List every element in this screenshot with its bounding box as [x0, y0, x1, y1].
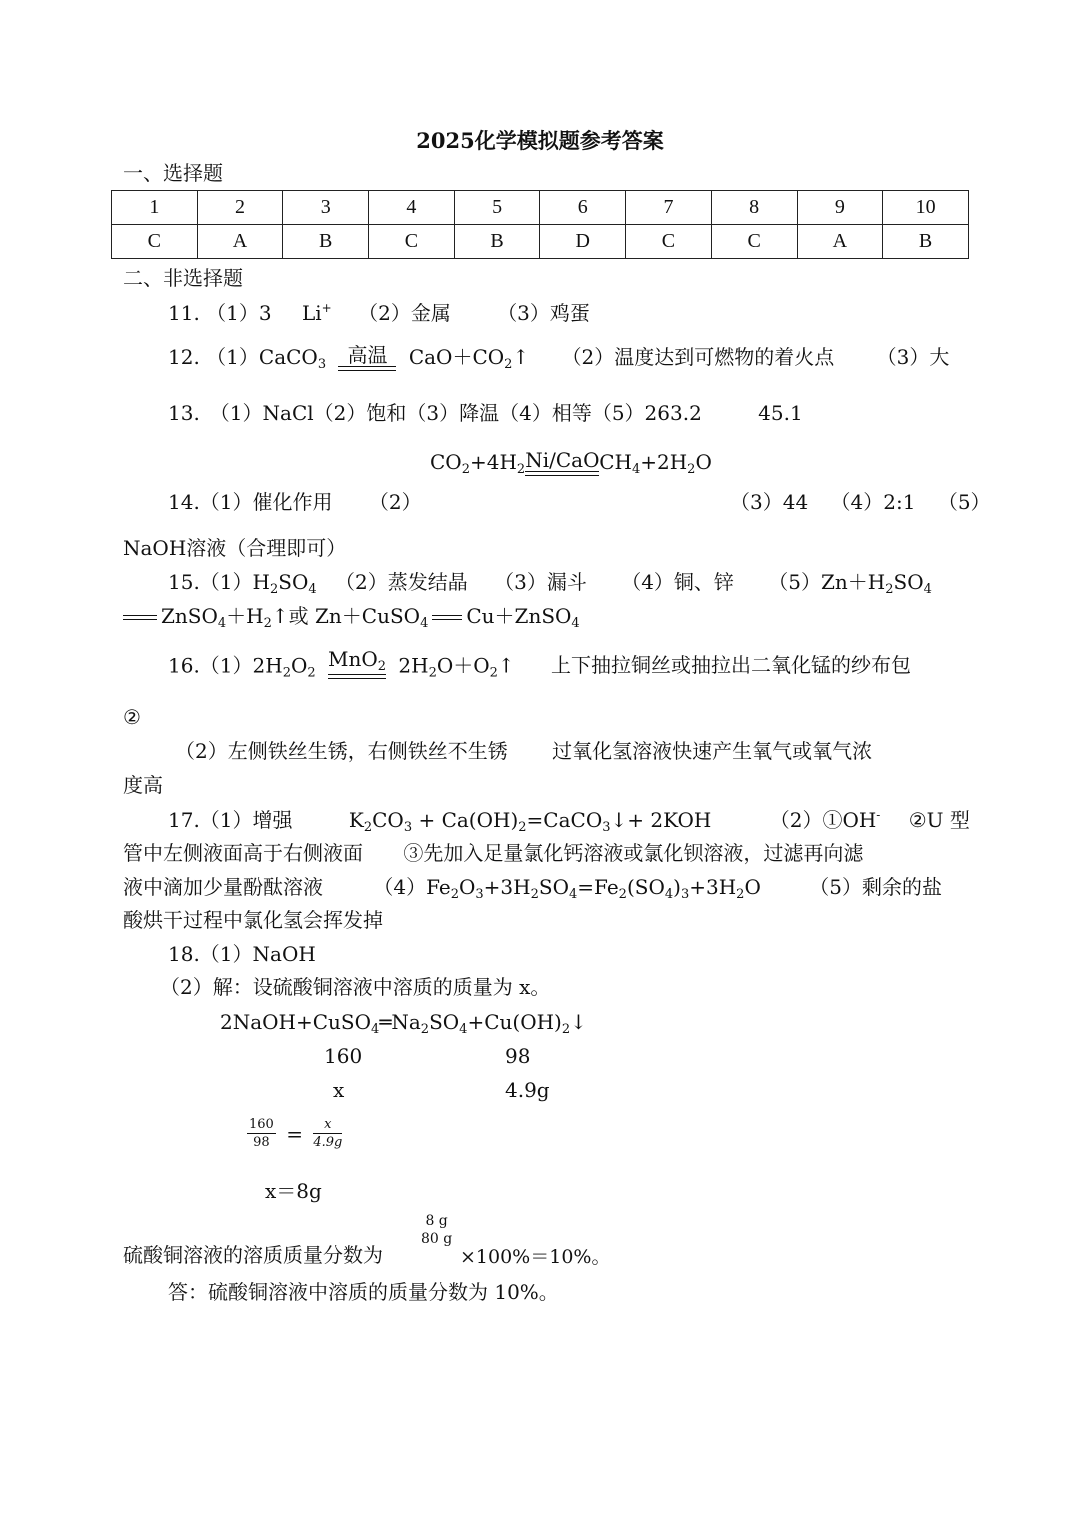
- q18-x: x: [333, 1078, 345, 1102]
- q17-koh: ↓+ 2KOH: [610, 808, 712, 832]
- answer-cell: A: [197, 225, 283, 259]
- q16-sub: 2: [282, 665, 291, 681]
- q16-condition: [328, 648, 386, 679]
- q18-f2-den: 4.9g: [313, 1135, 343, 1150]
- q17-k: K: [348, 808, 364, 832]
- q17-oh-charge: -: [876, 808, 881, 822]
- q13-text: 13. （1）NaCl（2）饱和（3）降温（4）相等（5）263.2: [168, 401, 702, 425]
- q17-equation2: [373, 875, 761, 902]
- q18-sub: 2: [420, 1022, 430, 1037]
- q14-part3: （3）44: [730, 490, 809, 514]
- question-number-cell: 2: [197, 191, 283, 225]
- question-number-cell: 9: [797, 191, 883, 225]
- q15-sub: 2: [269, 582, 279, 597]
- q18-part2: （2）解：设硫酸铜溶液中溶质的质量为 x。: [160, 975, 551, 999]
- q16-mno: MnO: [328, 647, 378, 671]
- q11-li-charge: +: [321, 301, 332, 315]
- q17-sub: 4: [569, 887, 578, 902]
- q14-h: +4H: [469, 450, 517, 474]
- q18-result: x＝8g: [265, 1179, 322, 1203]
- q15-sub: 2: [263, 616, 272, 631]
- q17-line2: [123, 843, 863, 863]
- q15-so: SO: [278, 570, 309, 594]
- q12-sub2: 2: [504, 357, 513, 372]
- q11-lithium-ion: [302, 301, 332, 325]
- answer-cell: C: [626, 225, 712, 259]
- q15-part1: 15.（1）H: [168, 570, 270, 594]
- answer-cell: C: [711, 225, 797, 259]
- question-number-cell: 8: [711, 191, 797, 225]
- section-heading-choice: 一、选择题: [123, 161, 223, 185]
- q18-pct-fraction-inner: [421, 1214, 452, 1246]
- q18-equals: =: [286, 1121, 303, 1146]
- q12-label: 12.: [168, 345, 200, 369]
- answer-cell: C: [369, 225, 455, 259]
- q16-condition-bar: [328, 674, 386, 679]
- answer-cell: B: [283, 225, 369, 259]
- q14-h2o: +2H: [640, 450, 688, 474]
- q18-mass-160: 160: [324, 1044, 363, 1068]
- section-heading-nonchoice: 二、非选择题: [123, 266, 243, 290]
- q16-part1: 16.（1）2H: [168, 653, 283, 678]
- q14-co: CO: [430, 450, 462, 474]
- q17-paren: ): [673, 875, 681, 899]
- q14-part1: 14.（1）催化作用: [168, 490, 333, 514]
- q17-co: CO: [372, 808, 404, 832]
- q14-part4: （4）2:1: [830, 490, 916, 514]
- q14-h2o-sub: 2: [687, 462, 696, 477]
- q18-cuoh: +Cu(OH): [467, 1010, 562, 1034]
- answer-table-answer-row: [112, 225, 969, 259]
- q15-part5: （5）Zn＋H: [768, 570, 886, 594]
- answer-cell: D: [540, 225, 626, 259]
- q18-mass-98: 98: [505, 1044, 531, 1068]
- question-number-cell: 6: [540, 191, 626, 225]
- q14-part2: （2）: [368, 490, 422, 514]
- q18-pf-den: 80 g: [421, 1231, 453, 1247]
- q12-condition-text: 高温: [347, 343, 388, 367]
- q18-part1: 18.（1）NaOH: [168, 942, 316, 966]
- q15-sub: 4: [308, 582, 317, 597]
- q14-line: [168, 492, 422, 512]
- q16-prod: 2H: [398, 653, 429, 678]
- q17-sub: 2: [530, 887, 539, 902]
- q18-percentage-line: [123, 1245, 383, 1265]
- q11-label: 11.: [168, 301, 200, 325]
- q17-sub: 4: [664, 887, 674, 902]
- q16-part3b: 过氧化氢溶液快速产生氧气或氧气浓: [552, 739, 873, 763]
- q16-condition-text: [328, 648, 386, 674]
- answer-cell: A: [797, 225, 883, 259]
- answer-cell: B: [454, 225, 540, 259]
- q15-or-zn: ↑或 Zn＋CuSO: [271, 604, 421, 628]
- q14-h-sub: 2: [516, 462, 526, 477]
- q16-line3: [175, 741, 872, 761]
- q17-line4: 酸烘干过程中氯化氢会挥发掉: [123, 908, 383, 932]
- q17-h2: +3H: [689, 875, 737, 899]
- q15-line2: [123, 606, 580, 630]
- q14-equation: [430, 449, 712, 476]
- q18-fraction-2: [313, 1118, 342, 1149]
- q15-sub: 4: [217, 616, 227, 631]
- q17-sub: 3: [403, 820, 413, 835]
- q14-o: O: [695, 450, 712, 474]
- q12-part2: （2）温度达到可燃物的着火点: [561, 345, 835, 369]
- q17-sub: 2: [736, 887, 745, 902]
- q15-equal-bar: [123, 615, 157, 620]
- q14-co-sub: 2: [461, 462, 470, 477]
- q17-equation: [348, 808, 712, 835]
- q16-sub: 2: [489, 665, 498, 681]
- q15-znso: ZnSO: [161, 604, 218, 628]
- q18-pct-tail: ×100%＝10%。: [460, 1246, 611, 1268]
- q11-part2: （2）金属: [358, 301, 451, 325]
- q16-line: [168, 648, 911, 679]
- q18-answer: 答：硫酸铜溶液中溶质的质量分数为 10%。: [168, 1280, 559, 1304]
- q18-pct-fraction: [421, 1214, 452, 1246]
- q17-so: SO: [538, 875, 569, 899]
- q17-fe: （4）Fe: [373, 875, 451, 899]
- q11-li-symbol: Li: [301, 301, 322, 325]
- q18-pct-text: 硫酸铜溶液的溶质质量分数为: [123, 1243, 383, 1267]
- q18-sub: 4: [371, 1022, 380, 1037]
- q15-part4: （4）铜、锌: [621, 570, 734, 594]
- q12-line: [168, 344, 949, 371]
- question-number-cell: 4: [369, 191, 455, 225]
- q15-h: ＋H: [226, 604, 264, 628]
- q16-gas-arrow: ↑: [497, 653, 515, 678]
- q15-cu-znso: Cu＋ZnSO: [466, 604, 572, 628]
- q17-sub: 2: [363, 820, 373, 835]
- q16-line4: 度高: [123, 773, 163, 797]
- q18-f1-num: 160: [249, 1117, 274, 1132]
- q15-part3: （3）漏斗: [494, 570, 587, 594]
- q14-tail: [730, 492, 991, 512]
- q15-sub: 2: [885, 582, 894, 597]
- answer-cell: B: [883, 225, 969, 259]
- q17-so4: (SO: [626, 875, 665, 899]
- q16-part3: （2）左侧铁丝生锈，右侧铁丝不生锈: [175, 739, 508, 763]
- q17-h: +3H: [483, 875, 531, 899]
- q17-sub: 3: [475, 887, 484, 902]
- q14-condition-text: Ni/CaO: [525, 448, 600, 472]
- q18-sub: 2: [561, 1022, 571, 1037]
- q15-equal-bar: [432, 615, 462, 620]
- q16-sub: 2: [428, 665, 437, 681]
- question-number-cell: 1: [112, 191, 198, 225]
- q12-sub3: 3: [317, 357, 327, 372]
- q17-sub: 2: [618, 887, 627, 902]
- q16-o: O: [290, 653, 308, 678]
- q12-part3: （3）大: [876, 345, 950, 369]
- q17-o2: O: [744, 875, 761, 899]
- q18-so: SO: [429, 1010, 460, 1034]
- q17-line3a: 液中滴加少量酚酞溶液: [123, 875, 323, 899]
- q15-sub: 4: [571, 616, 580, 631]
- q11-part3: （3）鸡蛋: [497, 301, 590, 325]
- q17-line1: [168, 809, 970, 834]
- q18-arrow: ↓: [570, 1010, 587, 1034]
- q14-line2: NaOH溶液（合理即可）: [123, 536, 347, 560]
- page-title: 2025化学模拟题参考答案: [416, 128, 664, 153]
- q11-part1: （1）3: [206, 301, 272, 325]
- q17-line3: [123, 877, 942, 901]
- q16-part2: 上下抽拉铜丝或抽拉出二氧化锰的纱布包: [551, 653, 912, 678]
- q17-sub: 2: [518, 820, 527, 835]
- q16-sub: 2: [307, 665, 316, 681]
- question-number-cell: 5: [454, 191, 540, 225]
- q15-part2: （2）蒸发结晶: [335, 570, 468, 594]
- q16-mno-sub: 2: [377, 659, 387, 674]
- q18-na: ═Na: [379, 1010, 421, 1034]
- question-number-cell: 10: [883, 191, 969, 225]
- answer-table: [111, 190, 969, 259]
- q14-condition: [525, 449, 599, 476]
- q18-fraction-1: [247, 1118, 276, 1149]
- q18-pf-num: 8 g: [425, 1213, 448, 1229]
- q15-sub: 4: [420, 616, 429, 631]
- q17-sub: 3: [602, 820, 611, 835]
- q13-extra: 45.1: [758, 401, 803, 425]
- q12-product: [408, 345, 530, 372]
- q17-caoh: + Ca(OH): [412, 808, 519, 832]
- q14-ch-sub: 4: [631, 462, 641, 477]
- q17-caco: =CaCO: [526, 808, 603, 832]
- q17-part3: ②U 型: [908, 808, 970, 832]
- q18-f2-num: x: [313, 1118, 342, 1134]
- q18-f1-den: 98: [253, 1135, 270, 1150]
- q15-sub: 4: [923, 582, 932, 597]
- answer-table-number-row: [112, 191, 969, 225]
- q17-oh: （2）①OH: [769, 808, 877, 832]
- q16-circle: ②: [123, 705, 141, 729]
- q18-proportion: [247, 1118, 342, 1149]
- answer-cell: C: [112, 225, 198, 259]
- q17-sub: 2: [450, 887, 459, 902]
- q14-part5: （5）: [937, 490, 991, 514]
- q15-line: [168, 572, 932, 596]
- q18-4-9g: 4.9g: [505, 1078, 550, 1102]
- q17-sub: 3: [680, 887, 690, 902]
- q18-equation: [220, 1012, 587, 1036]
- q17-o: O: [458, 875, 476, 899]
- q12-reactant: [206, 345, 327, 372]
- question-number-cell: 7: [626, 191, 712, 225]
- q17-fe2: =Fe: [577, 875, 619, 899]
- q15-so: SO: [893, 570, 924, 594]
- q11-line: [168, 302, 590, 323]
- q17-part2: [770, 808, 881, 832]
- q17-line2a: 管中左侧液面高于右侧液面: [123, 841, 363, 865]
- q12-gas-arrow: ↑: [512, 345, 530, 369]
- q12-prod: CaO＋CO: [408, 345, 505, 369]
- question-number-cell: 3: [283, 191, 369, 225]
- q17-line2b: ③先加入足量氯化钙溶液或氯化钡溶液，过滤再向滤: [403, 841, 864, 865]
- q12-caco: （1）CaCO: [206, 345, 318, 369]
- q18-sub: 4: [459, 1022, 468, 1037]
- q14-ch: CH: [599, 450, 632, 474]
- q12-condition: [338, 344, 396, 371]
- q13-line: [168, 403, 803, 423]
- q18-naoh: 2NaOH+CuSO: [220, 1010, 372, 1034]
- q16-prod2: O＋O: [436, 653, 490, 678]
- q17-part1: 17.（1）增强: [168, 808, 293, 832]
- q17-part5: （5）剩余的盐: [809, 875, 942, 899]
